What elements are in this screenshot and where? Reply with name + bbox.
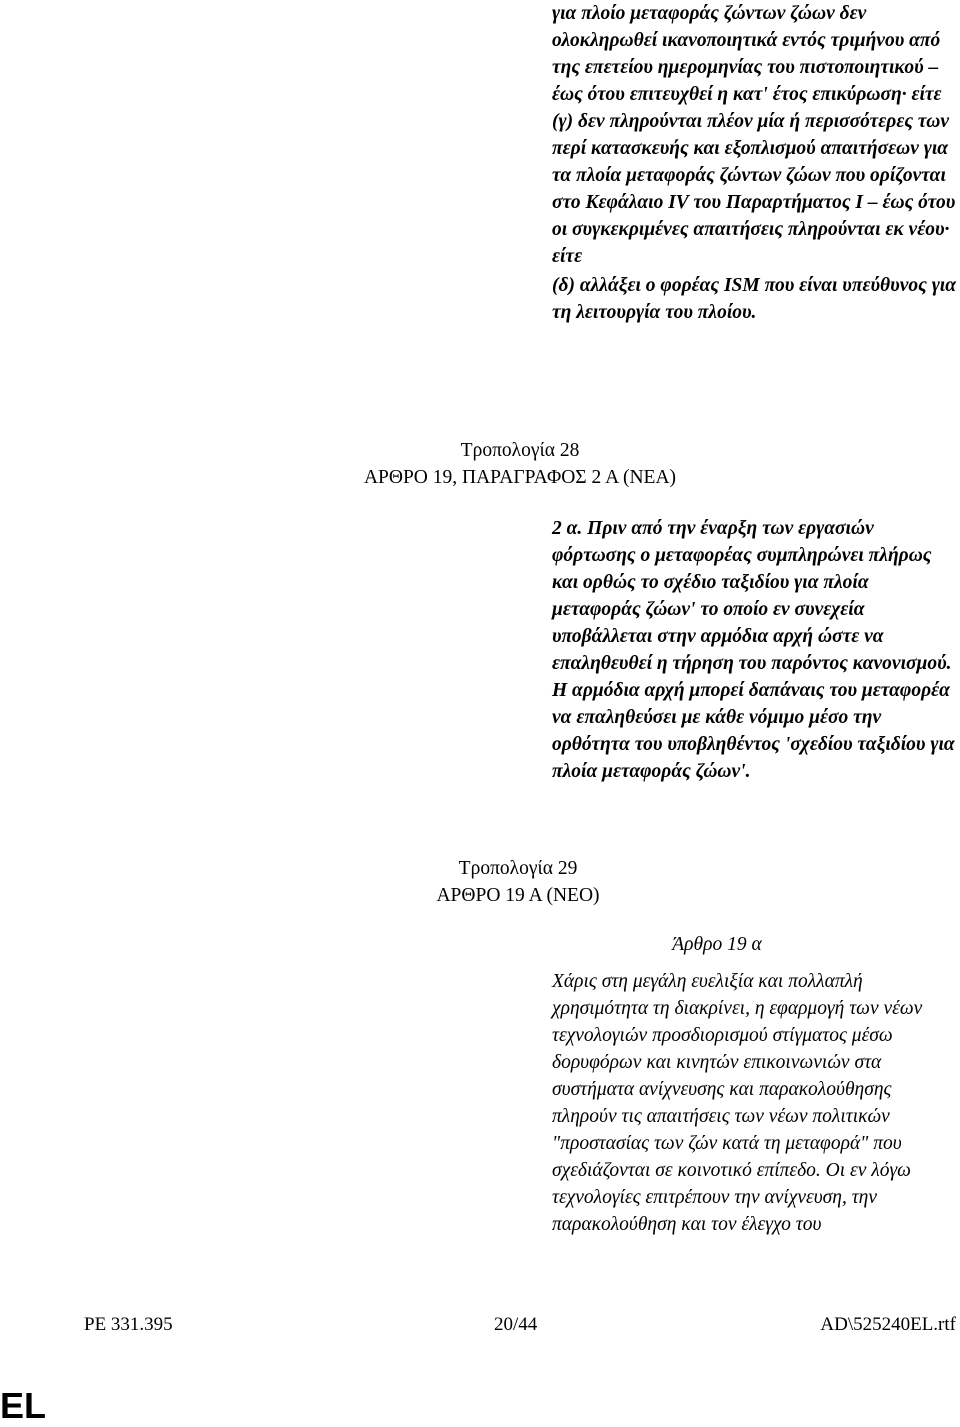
amendment-28-reference: ΑΡΘΡΟ 19, ΠΑΡΑΓΡΑΦΟΣ 2 Α (ΝΕΑ) — [363, 467, 677, 488]
amendment-28-title: Τροπολογία 28 — [460, 440, 580, 461]
amendment-29-title: Τροπολογία 29 — [458, 858, 578, 879]
amendment-29-text — [552, 968, 956, 1238]
paragraph-point-d: (δ) αλλάξει ο φορέας ISM που είναι υπεύθυνος για τη λειτουργία του πλοίου. — [552, 275, 957, 323]
paragraph-continuation: για πλοίο μεταφοράς ζώντων ζώων δεν ολοκληρωθεί ικανοποιητικά εντός τριμήνου από της επετείου ημερομηνίας του πιστοποιητικού – έως ότου επιτευχθεί η κατ' έτος επικύρωση· είτε — [552, 3, 942, 105]
amendment-28-text — [552, 515, 956, 785]
amendment-28-body: 2 α. Πριν από την έναρξη των εργασιών φόρτωσης ο μεταφορέας συμπληρώνει πλήρως και ορθώς το σχέδιο ταξιδίου για πλοία μεταφοράς ζώων' το οποίο εν συνεχεία υποβάλλεται στην αρμόδια αρχή ώστε να επαληθευθεί η τήρηση του παρόντος κανονισμού. Η αρμόδια αρχή μπορεί δαπάναις του μεταφορέα να επαληθεύσει με κάθε νόμιμο μέσο την ορθότητα του υποβληθέντος 'σχεδίου ταξιδίου για πλοία μεταφοράς ζώων'. — [552, 518, 955, 782]
language-code: EL — [0, 1385, 47, 1426]
amendment-29-body: Χάρις στη μεγάλη ευελιξία και πολλαπλή χρησιμότητα τη διακρίνει, η εφαρμογή των νέων τεχνολογιών προσδιορισμού στίγματος μέσω δορυφόρων και κινητών επικοινωνιών στα συστήματα ανίχνευσης και παρακολούθησης πληρούν τις απαιτήσεις των νέων πολιτικών "προστασίας των ζών κατά τη μεταφορά" που σχεδιάζονται σε κοινοτικό επίπεδο. Οι εν λόγω τεχνολογίες επιτρέπουν την ανίχνευση, την παρακολούθηση και τον έλεγχο του — [552, 971, 923, 1235]
paragraph-point-c: (γ) δεν πληρούνται πλέον μία ή περισσότερες των περί κατασκευής και εξοπλισμού απαιτήσεων για τα πλοία μεταφοράς ζώντων ζώων που ορίζονται στο Κεφάλαιο IV του Παραρτήματος Ι – έως ότου οι συγκεκριμένες απαιτήσεις πληρούνται εκ νέου· είτε — [552, 111, 956, 267]
footer-file-name: AD\525240EL.rtf — [820, 1314, 956, 1335]
footer-page-number: 20/44 — [494, 1314, 538, 1335]
footer-doc-ref: PE 331.395 — [84, 1314, 173, 1335]
article-heading: Άρθρο 19 α — [672, 934, 762, 955]
amendment-29-reference: ΑΡΘΡΟ 19 Α (ΝΕΟ) — [436, 885, 600, 906]
amendment-29-header — [380, 855, 656, 909]
continuation-text — [552, 0, 956, 326]
amendment-28-header — [328, 437, 712, 491]
